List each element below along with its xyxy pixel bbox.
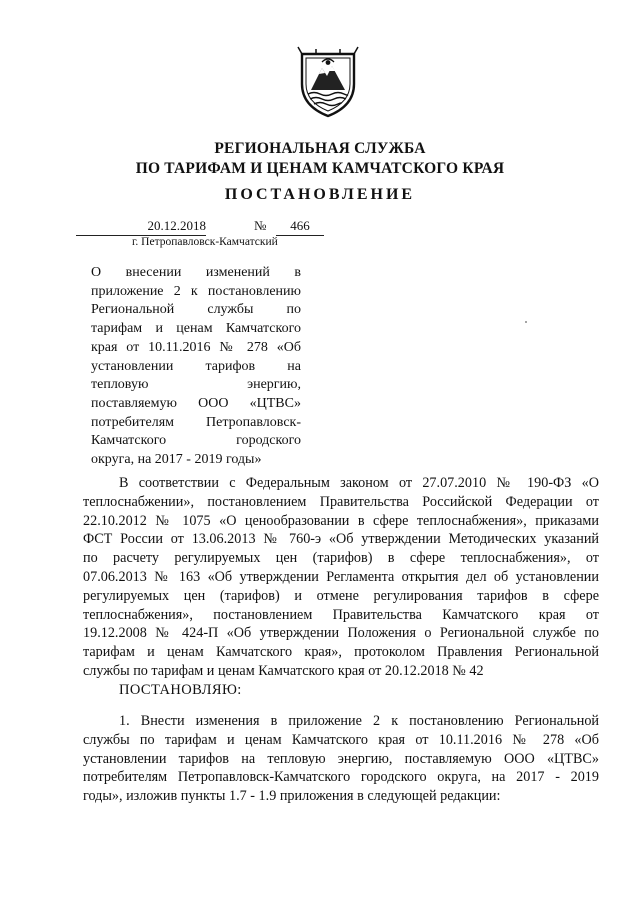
paragraph-line: теплоснабжении», постановлением Правительства Российской Федерации от	[83, 493, 599, 510]
date-number-line	[76, 218, 336, 236]
paragraph-line: 1. Внести изменения в приложение 2 к постановлению Региональной	[119, 713, 599, 729]
resolve-heading: ПОСТАНОВЛЯЮ:	[119, 682, 242, 698]
subject-line: Региональной службы по	[91, 302, 301, 318]
subject-line: поставляемую ООО «ЦТВС»	[91, 395, 301, 411]
document-subject	[91, 264, 301, 470]
paragraph-line: 07.06.2013 № 163 «Об утверждении Регламента открытия дел об установлении	[83, 568, 599, 585]
organization-name-line2: ПО ТАРИФАМ И ЦЕНАМ КАМЧАТСКОГО КРАЯ	[135, 160, 505, 177]
paragraph-line: службы по тарифам и ценам Камчатского края от 20.12.2018 № 42	[83, 662, 484, 679]
preamble-paragraph	[83, 474, 599, 681]
subject-line: тарифам и ценам Камчатского	[91, 321, 301, 337]
paragraph-line: 22.10.2012 № 1075 «О ценообразовании в сфере теплоснабжения», приказами	[83, 512, 599, 529]
paragraph-line: В соответствии с Федеральным законом от 27.07.2010 № 190-ФЗ «О	[119, 475, 599, 491]
paragraph-line: теплоснабжения», постановлением Правительства Камчатского края от	[83, 606, 599, 623]
subject-line: установлении тарифов на	[91, 358, 301, 374]
paragraph-line: установлении тарифов на тепловую энергию, поставляемую ООО «ЦТВС»	[83, 750, 599, 767]
document-date: 20.12.2018	[76, 218, 206, 236]
organization-name-line1: РЕГИОНАЛЬНАЯ СЛУЖБА	[214, 140, 426, 157]
subject-line: округа, на 2017 - 2019 годы»	[91, 452, 262, 468]
document-number: 466	[276, 218, 324, 236]
paragraph-line: ФСТ России от 13.06.2013 № 760-э «Об утверждении Методических указаний	[83, 531, 599, 548]
subject-line: края от 10.11.2016 № 278 «Об	[91, 339, 301, 355]
document-type-title: ПОСТАНОВЛЕНИЕ	[224, 186, 416, 203]
paragraph-line: регулируемых цен (тарифов) и отмене регулирования тарифов в сфере	[83, 587, 599, 604]
subject-line: приложение 2 к постановлению	[91, 283, 301, 299]
number-sign: №	[254, 218, 267, 233]
paragraph-line: 19.12.2008 № 424-П «Об утверждении Положения о Региональной службе по	[83, 625, 599, 642]
subject-line: Камчатского городского	[91, 433, 301, 449]
paragraph-line: годы», изложив пункты 1.7 - 1.9 приложения в следующей редакции:	[83, 788, 501, 805]
item-1-paragraph	[83, 712, 599, 806]
kamchatka-coat-of-arms-icon	[296, 44, 360, 118]
paragraph-line: по расчету регулируемых цен (тарифов) в сфере теплоснабжения», от	[83, 550, 599, 567]
paragraph-line: тарифам и ценам Камчатского края», протоколом Правления Региональной	[83, 644, 599, 661]
subject-line: потребителям Петропавловск-	[91, 414, 301, 430]
paragraph-line: потребителям Петропавловск-Камчатского городского округа, на 2017 - 2019	[83, 769, 599, 786]
subject-line: тепловую энергию,	[91, 377, 301, 393]
paragraph-line: службы по тарифам и ценам Камчатского края от 10.11.2016 № 278 «Об	[83, 731, 599, 748]
document-city: г. Петропавловск-Камчатский	[132, 236, 278, 248]
subject-line: О внесении изменений в	[91, 265, 301, 280]
scan-speck	[525, 321, 527, 323]
